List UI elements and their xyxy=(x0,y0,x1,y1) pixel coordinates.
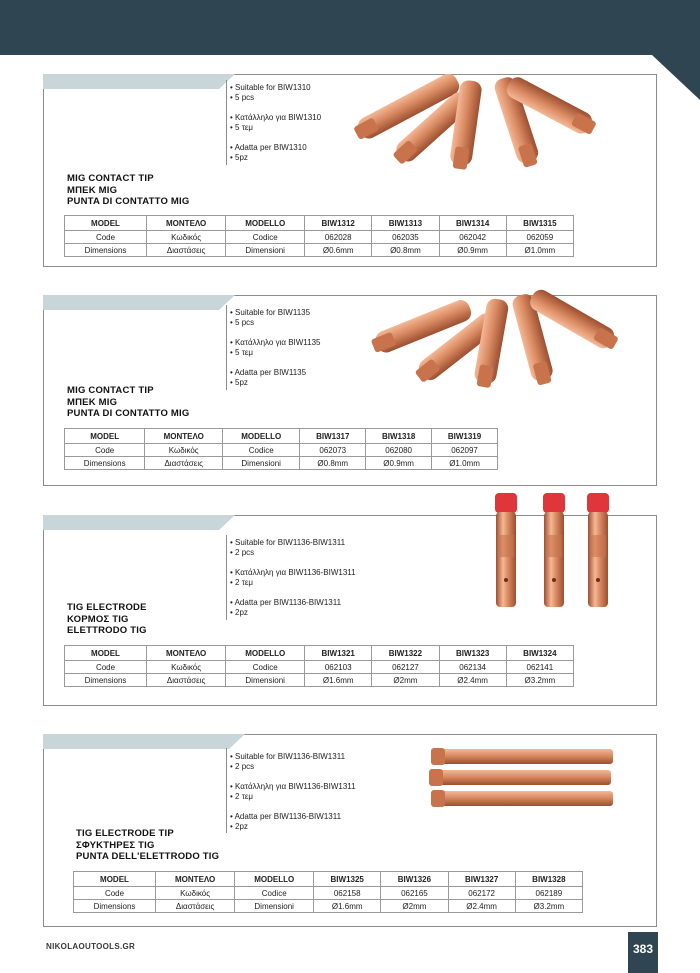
product-title: MIG CONTACT TIP ΜΠΕΚ MIG PUNTA DI CONTATTO MIG xyxy=(67,173,190,207)
bullet: • 5pz xyxy=(230,378,248,387)
tig-electrode-image xyxy=(490,490,620,615)
divider xyxy=(226,535,227,620)
bullet: • Adatta per BIW1310 xyxy=(230,143,307,152)
table-row-dimensions xyxy=(65,674,574,687)
table-cell: MODELLO xyxy=(226,216,305,231)
table-cell: BIW1326 xyxy=(381,872,448,887)
spec-table xyxy=(73,871,583,913)
table-cell: Ø1.0mm xyxy=(506,244,573,257)
table-cell: Διαστάσεις xyxy=(147,674,226,687)
table-cell: 062189 xyxy=(515,887,582,900)
table-cell: 062141 xyxy=(506,661,573,674)
tip-3 xyxy=(431,790,613,807)
table-cell: MODELLO xyxy=(223,429,300,444)
table-cell: Διαστάσεις xyxy=(145,457,223,470)
table-cell: 062028 xyxy=(305,231,372,244)
table-cell: BIW1321 xyxy=(305,646,372,661)
divider xyxy=(226,305,227,390)
table-cell: Code xyxy=(74,887,156,900)
spec-table xyxy=(64,645,574,687)
table-cell: Ø0.6mm xyxy=(305,244,372,257)
table-cell: Codice xyxy=(235,887,314,900)
table-cell: BIW1319 xyxy=(432,429,498,444)
corner-decoration xyxy=(652,55,700,100)
table-cell: Dimensions xyxy=(74,900,156,913)
table-cell: Codice xyxy=(226,231,305,244)
table-cell: 062059 xyxy=(506,231,573,244)
table-cell: ΜΟΝΤΕΛΟ xyxy=(147,216,226,231)
table-cell: Ø0.8mm xyxy=(300,457,366,470)
bullet: • 5 pcs xyxy=(230,93,255,102)
table-cell: Ø0.9mm xyxy=(439,244,506,257)
bullet: • Κατάλληλο για BIW1310 xyxy=(230,113,322,122)
table-row-dimensions xyxy=(65,457,498,470)
table-cell: 062134 xyxy=(439,661,506,674)
table-row-code xyxy=(65,444,498,457)
tip-2 xyxy=(429,769,611,786)
table-cell: Κωδικός xyxy=(147,661,226,674)
section-tab xyxy=(43,74,219,89)
table-cell: Code xyxy=(65,231,147,244)
section-tab xyxy=(43,295,219,310)
table-cell: Codice xyxy=(223,444,300,457)
table-cell: BIW1317 xyxy=(300,429,366,444)
header-bar xyxy=(0,0,700,55)
table-cell: BIW1314 xyxy=(439,216,506,231)
table-cell: Dimensioni xyxy=(226,244,305,257)
table-cell: 062127 xyxy=(372,661,439,674)
table-cell: BIW1323 xyxy=(439,646,506,661)
tig-electrode-tip-image xyxy=(425,745,620,815)
divider xyxy=(226,80,227,165)
table-cell: Ø3.2mm xyxy=(506,674,573,687)
table-cell: Codice xyxy=(226,661,305,674)
table-cell: Ø1.6mm xyxy=(314,900,381,913)
table-row-dimensions xyxy=(74,900,583,913)
table-cell: MODEL xyxy=(65,646,147,661)
table-cell: Dimensions xyxy=(65,244,147,257)
table-cell: Ø0.8mm xyxy=(372,244,439,257)
collet-3 xyxy=(587,493,609,607)
table-cell: BIW1324 xyxy=(506,646,573,661)
table-cell: BIW1315 xyxy=(506,216,573,231)
table-cell: Κωδικός xyxy=(147,231,226,244)
table-cell: 062035 xyxy=(372,231,439,244)
table-cell: BIW1313 xyxy=(372,216,439,231)
table-cell: ΜΟΝΤΕΛΟ xyxy=(145,429,223,444)
table-cell: 062097 xyxy=(432,444,498,457)
table-cell: Dimensions xyxy=(65,457,145,470)
table-cell: Dimensioni xyxy=(226,674,305,687)
table-cell: ΜΟΝΤΕΛΟ xyxy=(147,646,226,661)
table-cell: MODEL xyxy=(65,216,147,231)
bullet: • Κατάλληλο για BIW1135 xyxy=(230,338,321,347)
table-cell: Κωδικός xyxy=(145,444,223,457)
table-cell: Ø1.0mm xyxy=(432,457,498,470)
table-cell: Dimensioni xyxy=(235,900,314,913)
table-header-row xyxy=(65,646,574,661)
table-cell: Ø1.6mm xyxy=(305,674,372,687)
bullet: • Κατάλληλη για BIW1136-BIW1311 xyxy=(230,782,356,791)
table-cell: BIW1327 xyxy=(448,872,515,887)
table-cell: Ø3.2mm xyxy=(515,900,582,913)
bullet: • 5 τεμ xyxy=(230,348,254,357)
table-cell: Ø2.4mm xyxy=(439,674,506,687)
spec-table xyxy=(64,215,574,257)
table-cell: BIW1328 xyxy=(515,872,582,887)
table-cell: Ø2mm xyxy=(381,900,448,913)
table-header-row xyxy=(65,429,498,444)
bullet: • 2 τεμ xyxy=(230,792,254,801)
table-cell: BIW1322 xyxy=(372,646,439,661)
table-cell: Διαστάσεις xyxy=(156,900,235,913)
feature-list xyxy=(230,538,356,628)
bullet: • 2 τεμ xyxy=(230,578,254,587)
bullet: • 5 τεμ xyxy=(230,123,254,132)
bullet: • Adatta per BIW1136-BIW1311 xyxy=(230,598,342,607)
table-cell: 062080 xyxy=(366,444,432,457)
table-cell: 062158 xyxy=(314,887,381,900)
table-cell: Code xyxy=(65,661,147,674)
table-cell: 062165 xyxy=(381,887,448,900)
bullet: • 2 pcs xyxy=(230,762,255,771)
spec-table xyxy=(64,428,498,470)
table-cell: 062042 xyxy=(439,231,506,244)
table-cell: Code xyxy=(65,444,145,457)
table-cell: BIW1312 xyxy=(305,216,372,231)
table-header-row xyxy=(65,216,574,231)
bullet: • 2pz xyxy=(230,608,248,617)
table-cell: Ø2mm xyxy=(372,674,439,687)
table-cell: BIW1325 xyxy=(314,872,381,887)
table-cell: ΜΟΝΤΕΛΟ xyxy=(156,872,235,887)
divider xyxy=(226,748,227,833)
feature-list xyxy=(230,308,321,398)
table-cell: MODEL xyxy=(74,872,156,887)
table-cell: Κωδικός xyxy=(156,887,235,900)
table-header-row xyxy=(74,872,583,887)
table-cell: MODELLO xyxy=(226,646,305,661)
section-tab xyxy=(43,734,229,749)
table-cell: MODELLO xyxy=(235,872,314,887)
product-title: TIG ELECTRODE TIP ΣΦΥΚΤΗΡΕΣ TIG PUNTA DELL'ELETTRODO TIG xyxy=(76,828,220,862)
table-cell: 062103 xyxy=(305,661,372,674)
bullet: • Κατάλληλη για BIW1136-BIW1311 xyxy=(230,568,356,577)
table-cell: Ø2.4mm xyxy=(448,900,515,913)
section-tab xyxy=(43,515,219,530)
website-link[interactable]: NIKOLAOUTOOLS.GR xyxy=(46,942,136,951)
feature-list xyxy=(230,752,356,842)
bullet: • 2pz xyxy=(230,822,248,831)
bullet: • 2 pcs xyxy=(230,548,255,557)
table-cell: Dimensioni xyxy=(223,457,300,470)
bullet: • Adatta per BIW1136-BIW1311 xyxy=(230,812,342,821)
product-title: MIG CONTACT TIP ΜΠΕΚ MIG PUNTA DI CONTATTO MIG xyxy=(67,385,190,419)
bullet: • Suitable for BIW1310 xyxy=(230,83,311,92)
table-cell: Διαστάσεις xyxy=(147,244,226,257)
mig-contact-tip-image xyxy=(362,280,627,390)
page-number: 383 xyxy=(628,932,658,973)
bullet: • 5 pcs xyxy=(230,318,255,327)
table-cell: Dimensions xyxy=(65,674,147,687)
bullet: • Adatta per BIW1135 xyxy=(230,368,307,377)
table-cell: MODEL xyxy=(65,429,145,444)
table-row-code xyxy=(74,887,583,900)
collet-1 xyxy=(495,493,517,607)
mig-contact-tip-image xyxy=(340,62,610,172)
product-title: TIG ELECTRODE ΚΟΡΜΟΣ TIG ELETTRODO TIG xyxy=(67,602,147,636)
bullet: • Suitable for BIW1136-BIW1311 xyxy=(230,752,346,761)
table-cell: Ø0.9mm xyxy=(366,457,432,470)
table-cell: BIW1318 xyxy=(366,429,432,444)
collet-2 xyxy=(543,493,565,607)
table-row-code xyxy=(65,661,574,674)
bullet: • Suitable for BIW1136-BIW1311 xyxy=(230,538,346,547)
bullet: • Suitable for BIW1135 xyxy=(230,308,311,317)
table-row-dimensions xyxy=(65,244,574,257)
table-cell: 062172 xyxy=(448,887,515,900)
tip-1 xyxy=(431,748,613,765)
feature-list xyxy=(230,83,321,173)
table-row-code xyxy=(65,231,574,244)
bullet: • 5pz xyxy=(230,153,248,162)
table-cell: 062073 xyxy=(300,444,366,457)
